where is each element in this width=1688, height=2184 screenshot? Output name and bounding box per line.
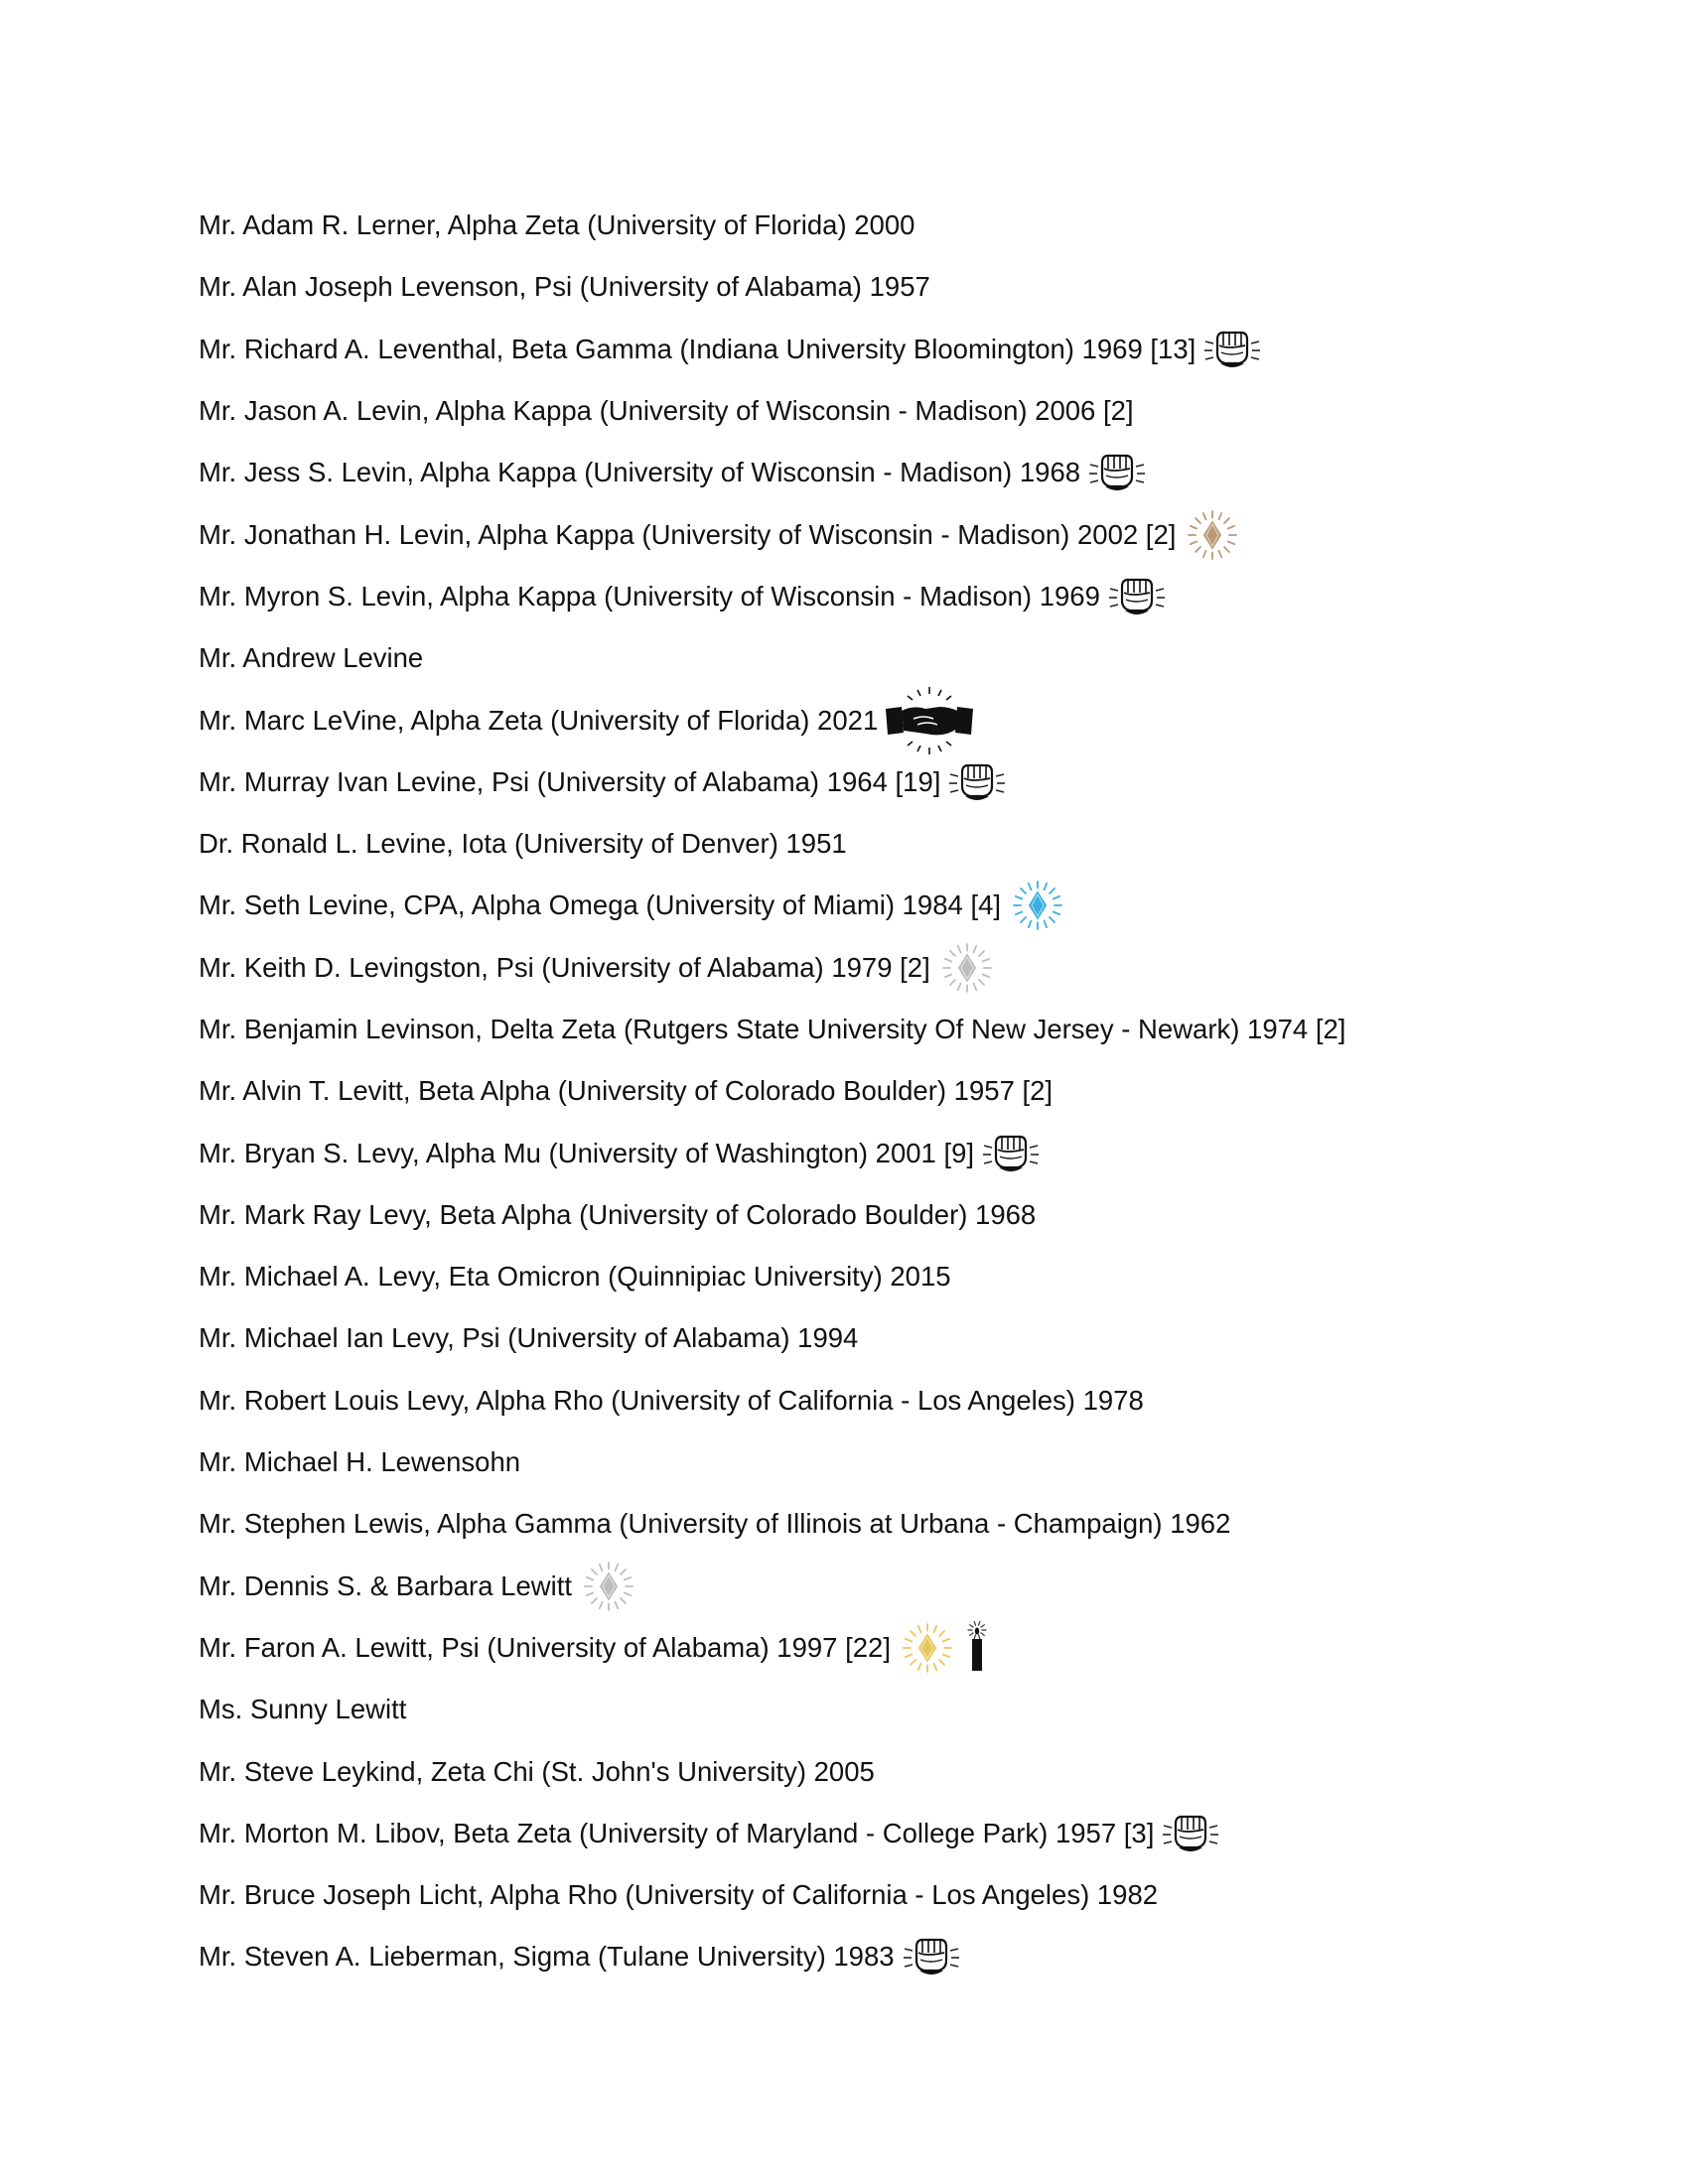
member-entry-text: Mr. Richard A. Leventhal, Beta Gamma (Indiana University Bloomington) 1969 [13]: [199, 333, 1196, 364]
member-entry-text: Mr. Robert Louis Levy, Alpha Rho (University of California - Los Angeles) 1978: [199, 1384, 1144, 1416]
list-item: [199, 1122, 1345, 1183]
fist-icon: [946, 758, 1008, 806]
entry-icons: [1201, 326, 1263, 373]
member-entry-text: Mr. Stephen Lewis, Alpha Gamma (University of Illinois at Urbana - Champaign) 1962: [199, 1508, 1231, 1540]
list-item: [199, 1246, 1345, 1307]
list-item: [199, 1307, 1345, 1369]
member-entry-text: Mr. Bryan S. Levy, Alpha Mu (University of Washington) 2001 [9]: [199, 1137, 975, 1168]
list-item: [199, 1556, 1345, 1617]
list-item: [199, 689, 1345, 751]
member-entry-text: Mr. Jess S. Levin, Alpha Kappa (University of Wisconsin - Madison) 1968: [199, 457, 1081, 488]
list-item: [199, 1740, 1345, 1802]
member-entry-text: Mr. Keith D. Levingston, Psi (University of Alabama) 1979 [2]: [199, 951, 930, 983]
list-item: [199, 1493, 1345, 1555]
entry-icons: [936, 941, 998, 995]
fist-icon: [1201, 326, 1263, 373]
entry-icons: [884, 685, 975, 756]
member-entry-text: Mr. Alvin T. Levitt, Beta Alpha (University of Colorado Boulder) 1957 [2]: [199, 1075, 1054, 1107]
silver-diamond-icon: [578, 1560, 639, 1613]
entry-icons: [1106, 573, 1168, 620]
handshake-icon: [884, 685, 975, 756]
member-entry-text: Mr. Dennis S. & Barbara Lewitt: [199, 1570, 572, 1601]
member-entry-text: Mr. Alan Joseph Levenson, Psi (University of Alabama) 1957: [199, 271, 930, 303]
list-item: [199, 566, 1345, 627]
member-entry-text: Mr. Faron A. Lewitt, Psi (University of Alabama) 1997 [22]: [199, 1631, 891, 1663]
member-entry-text: Mr. Benjamin Levinson, Delta Zeta (Rutgers State University Of New Jersey - Newark) 1974 [2]: [199, 1014, 1346, 1044]
silver-diamond-icon: [936, 941, 998, 995]
fist-icon: [1160, 1810, 1221, 1857]
entry-icons: [946, 758, 1008, 806]
entry-icons: [901, 1933, 962, 1980]
member-entry-text: Mr. Steven A. Lieberman, Sigma (Tulane University) 1983: [199, 1941, 895, 1973]
member-entry-text: Mr. Michael A. Levy, Eta Omicron (Quinnipiac University) 2015: [199, 1261, 951, 1293]
entry-icons: [578, 1560, 639, 1613]
fist-icon: [980, 1130, 1042, 1177]
list-item: [199, 1370, 1345, 1432]
member-entry-text: Mr. Adam R. Lerner, Alpha Zeta (University of Florida) 2000: [199, 209, 915, 241]
list-item: [199, 813, 1345, 875]
blue-diamond-icon: [1007, 879, 1068, 932]
list-item: [199, 1060, 1345, 1122]
member-entry-text: Mr. Andrew Levine: [199, 642, 424, 674]
fist-icon: [901, 1933, 962, 1980]
member-entry-text: Mr. Steve Leykind, Zeta Chi (St. John's University) 2005: [199, 1755, 875, 1787]
entry-icons: [1007, 879, 1068, 932]
member-entry-text: Mr. Myron S. Levin, Alpha Kappa (University of Wisconsin - Madison) 1969: [199, 580, 1100, 612]
list-item: [199, 256, 1345, 318]
list-item: [199, 1184, 1345, 1246]
member-entry-text: Mr. Marc LeVine, Alpha Zeta (University of Florida) 2021: [199, 704, 879, 736]
list-item: [199, 1617, 1345, 1679]
list-item: [199, 937, 1345, 999]
list-item: [199, 380, 1345, 442]
list-item: [199, 627, 1345, 689]
candle-icon: [962, 1621, 992, 1675]
member-entry-text: Mr. Seth Levine, CPA, Alpha Omega (University of Miami) 1984 [4]: [199, 889, 1002, 921]
member-entry-text: Mr. Jason A. Levin, Alpha Kappa (University of Wisconsin - Madison) 2006 [2]: [199, 395, 1134, 427]
fist-icon: [1086, 449, 1148, 496]
member-entry-text: Mr. Michael H. Lewensohn: [199, 1446, 521, 1478]
entry-icons: [897, 1621, 992, 1675]
list-item: [199, 751, 1345, 813]
list-item: [199, 1679, 1345, 1740]
gold-diamond-icon: [897, 1621, 958, 1675]
list-item: [199, 1803, 1345, 1864]
member-entry-text: Dr. Ronald L. Levine, Iota (University of Denver) 1951: [199, 828, 847, 860]
list-item: [199, 875, 1345, 936]
entry-icons: [1182, 508, 1243, 562]
list-item: [199, 1926, 1345, 1987]
list-item: [199, 195, 1345, 256]
member-entry-text: Ms. Sunny Lewitt: [199, 1694, 407, 1725]
list-item: [199, 1432, 1345, 1493]
entry-icons: [1086, 449, 1148, 496]
bronze-diamond-icon: [1182, 508, 1243, 562]
list-item: [199, 442, 1345, 503]
member-entry-text: Mr. Morton M. Libov, Beta Zeta (University of Maryland - College Park) 1957 [3]: [199, 1817, 1155, 1848]
list-item: [199, 319, 1345, 380]
entry-icons: [980, 1130, 1042, 1177]
entry-icons: [1160, 1810, 1221, 1857]
fist-icon: [1106, 573, 1168, 620]
member-list: [199, 195, 1345, 1988]
list-item: [199, 503, 1345, 565]
member-entry-text: Mr. Bruce Joseph Licht, Alpha Rho (University of California - Los Angeles) 1982: [199, 1879, 1159, 1911]
list-item: [199, 1864, 1345, 1926]
member-entry-text: Mr. Murray Ivan Levine, Psi (University of Alabama) 1964 [19]: [199, 765, 941, 797]
member-entry-text: Mr. Mark Ray Levy, Beta Alpha (University of Colorado Boulder) 1968: [199, 1198, 1037, 1230]
member-entry-text: Mr. Jonathan H. Levin, Alpha Kappa (University of Wisconsin - Madison) 2002 [2]: [199, 518, 1177, 550]
list-item: [199, 999, 1345, 1060]
member-entry-text: Mr. Michael Ian Levy, Psi (University of Alabama) 1994: [199, 1322, 859, 1354]
